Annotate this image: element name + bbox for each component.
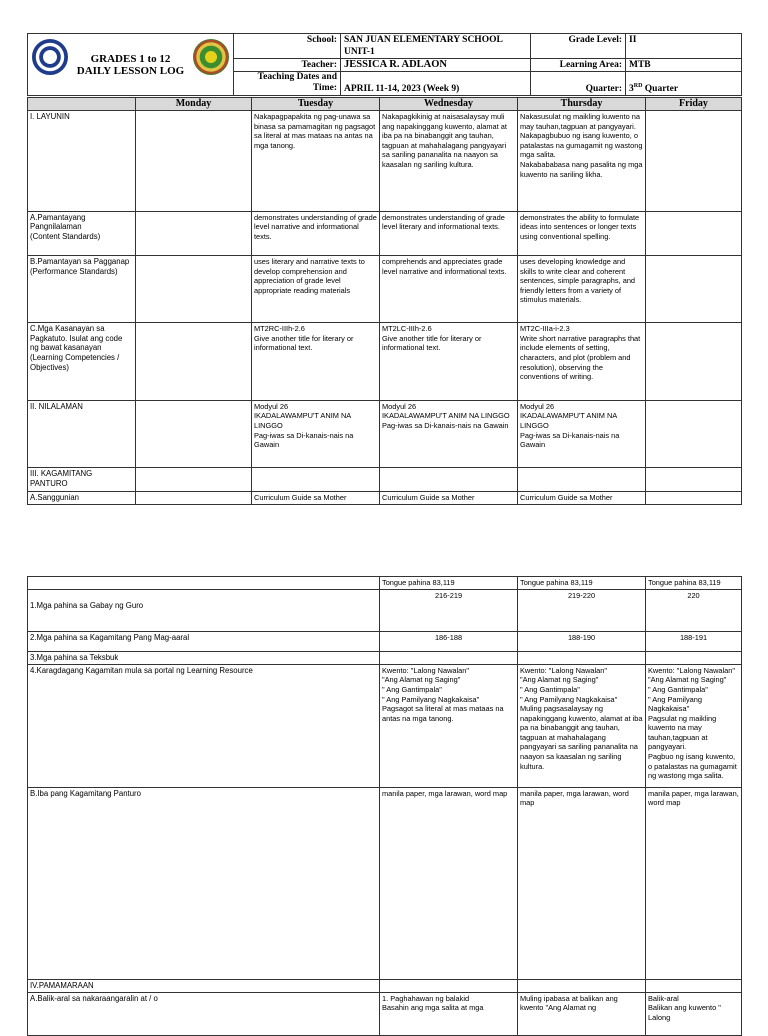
cell-tuesday bbox=[252, 468, 380, 492]
cell-tuesday bbox=[380, 651, 518, 664]
cell-wednesday: demonstrates understanding of grade level literary and informational texts. bbox=[380, 211, 518, 255]
row-label bbox=[28, 577, 380, 590]
cell-wednesday: Nakapagkikinig at naisasalaysay muli ang napakinggang kuwento, alamat at iba pa na binabanggit ang tauhan, tagpuan at mahahalagang pangyayari sa sariling pananalita na naayon sa kaasalan ng sariling kultura. bbox=[380, 111, 518, 212]
day-header-monday: Monday bbox=[136, 98, 252, 111]
school-value: SAN JUAN ELEMENTARY SCHOOL UNIT-1 bbox=[341, 34, 531, 59]
table-row bbox=[28, 492, 742, 505]
cell-tuesday: 1. Paghahawan ng balakid Basahin ang mga salita at mga bbox=[380, 992, 518, 1035]
cell-monday bbox=[136, 323, 252, 400]
row-label: III. KAGAMITANG PANTURO bbox=[28, 468, 136, 492]
cell-tuesday bbox=[380, 979, 518, 992]
grade-level-value: II bbox=[626, 34, 742, 59]
cell-thursday: Nakasusulat ng maikling kuwento na may tauhan,tagpuan at pangyayari. Nakapagbubuo ng isang kuwento, o patalastas na gumagamit ng wastong mga salita. Nakabababasa nang pasalita ng mga kuwento na sariling likha. bbox=[518, 111, 646, 212]
cell-thursday: Curriculum Guide sa Mother bbox=[518, 492, 646, 505]
cell-tuesday: 186-188 bbox=[380, 631, 518, 651]
cell-thursday: Tongue pahina 83,119 bbox=[646, 577, 742, 590]
table-row bbox=[28, 651, 742, 664]
cell-wednesday bbox=[380, 468, 518, 492]
row-label: II. NILALAMAN bbox=[28, 400, 136, 467]
cell-thursday: Modyul 26 IKADALAWAMPU'T ANIM NA LINGGO Pag-iwas sa Di-kanais-nais na Gawain bbox=[518, 400, 646, 467]
cell-wednesday: Modyul 26 IKADALAWAMPU'T ANIM NA LINGGO Pag-iwas sa Di-kanais-nais na Gawain bbox=[380, 400, 518, 467]
row-label: IV.PAMAMARAAN bbox=[28, 979, 380, 992]
cell-monday bbox=[136, 468, 252, 492]
title-line-2: DAILY LESSON LOG bbox=[76, 64, 185, 77]
cell-monday bbox=[136, 492, 252, 505]
cell-thursday bbox=[646, 979, 742, 992]
lesson-log-header bbox=[27, 33, 742, 96]
cell-thursday: manila paper, mga larawan, word map bbox=[646, 787, 742, 979]
quarter-label: Quarter: bbox=[531, 72, 626, 96]
cell-thursday: Kwento: "Lalong Nawalan" "Ang Alamat ng Saging" " Ang Gantimpala" " Ang Pamilyang Nagkakaisa" Pagsulat ng maikling kuwento na may tauhan,tagpuan at pangyayari. Pagbuo ng isang kuwento, o patalastas na gumagamit ng wastong mga salita. bbox=[646, 664, 742, 787]
row-label: B.Iba pang Kagamitang Panturo bbox=[28, 787, 380, 979]
cell-wednesday: Muling ipabasa at balikan ang kwento "Ang Alamat ng bbox=[518, 992, 646, 1035]
cell-wednesday: Curriculum Guide sa Mother bbox=[380, 492, 518, 505]
row-label: I. LAYUNIN bbox=[28, 111, 136, 212]
table-row bbox=[28, 323, 742, 400]
row-label: 2.Mga pahina sa Kagamitang Pang Mag-aaral bbox=[28, 631, 380, 651]
cell-tuesday: Nakapagpapakita ng pag-unawa sa binasa sa pamamagitan ng pagsagot sa literal at mas mataas na antas na mga tanong. bbox=[252, 111, 380, 212]
row-label: 1.Mga pahina sa Gabay ng Guro bbox=[28, 590, 380, 632]
cell-tuesday: Modyul 26 IKADALAWAMPU'T ANIM NA LINGGO Pag-iwas sa Di-kanais-nais na Gawain bbox=[252, 400, 380, 467]
cell-tuesday: Kwento: "Lalong Nawalan" "Ang Alamat ng Saging" " Ang Gantimpala" " Ang Pamilyang Nagkakaisa" Pagsagot sa literal at mas mataas na antas na mga tanong. bbox=[380, 664, 518, 787]
table-row bbox=[28, 255, 742, 322]
teaching-dates-value: APRIL 11-14, 2023 (Week 9) bbox=[341, 72, 531, 96]
lesson-table-page-1 bbox=[27, 97, 742, 505]
cell-monday bbox=[136, 111, 252, 212]
cell-thursday: Balik-aral Balikan ang kuwento " Lalong bbox=[646, 992, 742, 1035]
cell-wednesday: comprehends and appreciates grade level narrative and informational texts. bbox=[380, 255, 518, 322]
cell-thursday: uses developing knowledge and skills to write clear and coherent sentences, simple paragraphs, and friendly letters from a variety of stimulus materials. bbox=[518, 255, 646, 322]
learning-area-label: Learning Area: bbox=[531, 59, 626, 72]
header-title-block bbox=[28, 34, 234, 96]
cell-wednesday: 219-220 bbox=[518, 590, 646, 632]
cell-tuesday: MT2RC-IIIh-2.6 Give another title for literary or informational text. bbox=[252, 323, 380, 400]
table-row bbox=[28, 400, 742, 467]
table-row bbox=[28, 787, 742, 979]
row-label: C.Mga Kasanayan sa Pagkatuto. Isulat ang code ng bawat kasanayan (Learning Competencies / Objectives) bbox=[28, 323, 136, 400]
cell-thursday: 220 bbox=[646, 590, 742, 632]
cell-tuesday: 216-219 bbox=[380, 590, 518, 632]
cell-friday bbox=[646, 468, 742, 492]
cell-wednesday: 188-190 bbox=[518, 631, 646, 651]
table-1-body bbox=[28, 111, 742, 505]
table-row bbox=[28, 590, 742, 632]
lesson-table-page-2 bbox=[27, 576, 742, 1036]
cell-thursday: 188-191 bbox=[646, 631, 742, 651]
row-label: A.Pamantayang Pangnilalaman (Content Standards) bbox=[28, 211, 136, 255]
cell-friday bbox=[646, 323, 742, 400]
row-label: 3.Mga pahina sa Teksbuk bbox=[28, 651, 380, 664]
cell-wednesday: Kwento: "Lalong Nawalan" "Ang Alamat ng Saging" " Ang Gantimpala" " Ang Pamilyang Nagkakaisa" Muling pagsasalaysay ng napakinggang kuwento, alamat at iba pa na binabanggit ang tauhan, tagpuan at mahahalagang pangyayari sa sariling pananalita na naayon sa kaasalan ng sariling kultura. bbox=[518, 664, 646, 787]
cell-wednesday: MT2LC-IIIh-2.6 Give another title for literary or informational text. bbox=[380, 323, 518, 400]
row-label: A.Balik-aral sa nakaraangaralin at / o bbox=[28, 992, 380, 1035]
deped-seal-icon bbox=[32, 39, 68, 75]
corner-cell bbox=[28, 98, 136, 111]
table-row bbox=[28, 992, 742, 1035]
cell-monday bbox=[136, 400, 252, 467]
table-row bbox=[28, 664, 742, 787]
cell-monday bbox=[136, 211, 252, 255]
table-row bbox=[28, 111, 742, 212]
cell-thursday bbox=[518, 468, 646, 492]
teacher-value: JESSICA R. ADLAON bbox=[341, 59, 531, 72]
cell-friday bbox=[646, 492, 742, 505]
cell-tuesday: manila paper, mga larawan, word map bbox=[380, 787, 518, 979]
cell-thursday bbox=[646, 651, 742, 664]
quarter-value bbox=[626, 72, 742, 96]
cell-thursday: demonstrates the ability to formulate ideas into sentences or longer texts using conventional spelling. bbox=[518, 211, 646, 255]
cell-friday bbox=[646, 255, 742, 322]
cell-friday bbox=[646, 400, 742, 467]
days-header-row bbox=[28, 98, 742, 111]
day-header-friday: Friday bbox=[646, 98, 742, 111]
cell-tuesday: uses literary and narrative texts to develop comprehension and appreciation of grade level appropriate reading materials bbox=[252, 255, 380, 322]
cell-tuesday: Tongue pahina 83,119 bbox=[380, 577, 518, 590]
cell-wednesday: Tongue pahina 83,119 bbox=[518, 577, 646, 590]
table-row bbox=[28, 211, 742, 255]
table-row bbox=[28, 979, 742, 992]
teaching-dates-label: Teaching Dates and Time: bbox=[234, 72, 341, 96]
cell-tuesday: demonstrates understanding of grade level narrative and informational texts. bbox=[252, 211, 380, 255]
row-label: A.Sanggunian bbox=[28, 492, 136, 505]
cell-friday bbox=[646, 211, 742, 255]
learning-area-value: MTB bbox=[626, 59, 742, 72]
school-label: School: bbox=[234, 34, 341, 59]
row-label: B.Pamantayan sa Pagganap (Performance Standards) bbox=[28, 255, 136, 322]
table-row bbox=[28, 577, 742, 590]
cell-friday bbox=[646, 111, 742, 212]
cell-monday bbox=[136, 255, 252, 322]
cell-tuesday: Curriculum Guide sa Mother bbox=[252, 492, 380, 505]
teacher-label: Teacher: bbox=[234, 59, 341, 72]
day-header-tuesday: Tuesday bbox=[252, 98, 380, 111]
day-header-thursday: Thursday bbox=[518, 98, 646, 111]
day-header-wednesday: Wednesday bbox=[380, 98, 518, 111]
cell-thursday: MT2C-IIIa-i-2.3 Write short narrative paragraphs that include elements of setting, characters, and plot (problem and resolution), observing the conventions of writing. bbox=[518, 323, 646, 400]
title-line-1: GRADES 1 to 12 bbox=[90, 52, 171, 65]
table-row bbox=[28, 468, 742, 492]
table-row bbox=[28, 631, 742, 651]
quarter-number: 3 bbox=[629, 84, 634, 94]
cell-wednesday bbox=[518, 979, 646, 992]
table-2-body bbox=[28, 577, 742, 1036]
quarter-word: Quarter bbox=[642, 84, 679, 94]
row-label: 4.Karagdagang Kagamitan mula sa portal ng Learning Resource bbox=[28, 664, 380, 787]
cell-wednesday: manila paper, mga larawan, word map bbox=[518, 787, 646, 979]
school-seal-icon bbox=[193, 39, 229, 75]
quarter-superscript: RD bbox=[633, 82, 643, 89]
grade-level-label: Grade Level: bbox=[531, 34, 626, 59]
cell-wednesday bbox=[518, 651, 646, 664]
